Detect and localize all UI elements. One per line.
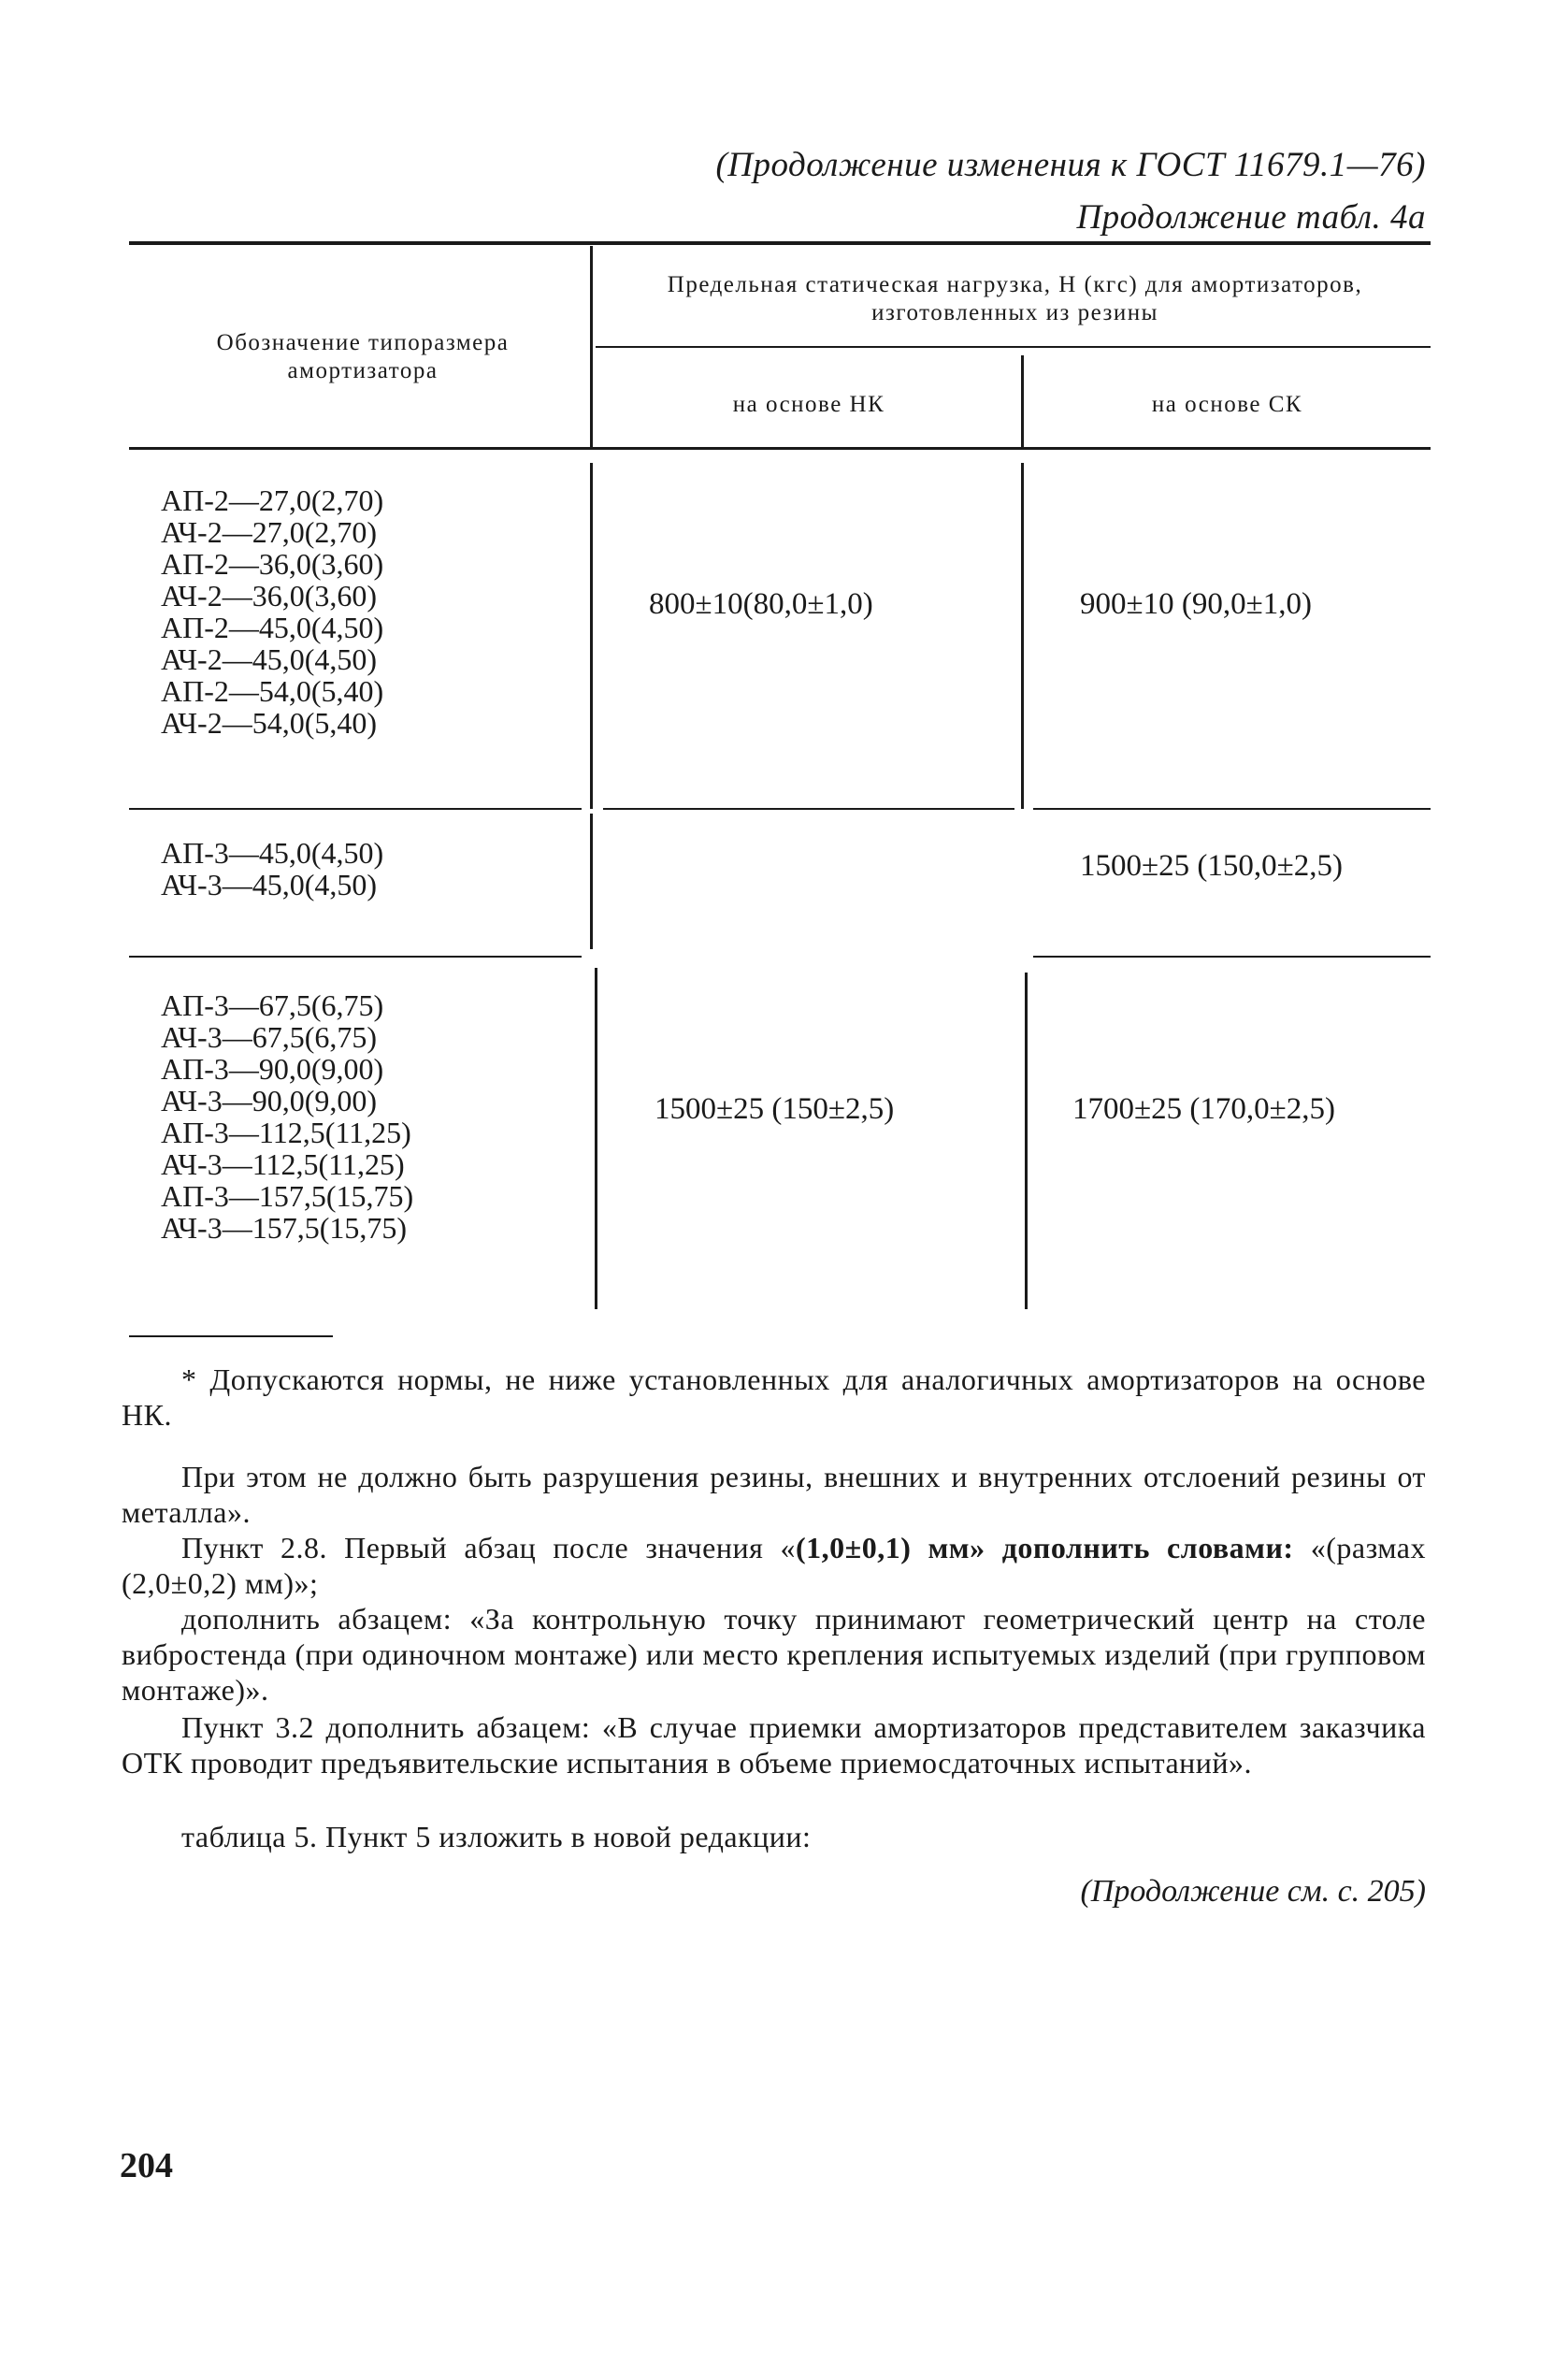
- page-number: 204: [120, 2146, 173, 2185]
- paragraph-text: «(размах (2,0±0,2) мм)»;: [122, 1531, 1427, 1600]
- continuation-title: (Продолжение изменения к ГОСТ 11679.1—76): [715, 146, 1426, 184]
- body-divider-1: [590, 814, 593, 949]
- group-rule: [1033, 956, 1431, 958]
- code-cell: АЧ-3—67,5(6,75): [161, 1020, 378, 1054]
- continued-note: (Продолжение см. с. 205): [1080, 1874, 1426, 1909]
- code-cell: АП-3—157,5(15,75): [161, 1179, 414, 1213]
- col-header-nk: на основе НК: [732, 392, 885, 417]
- code-cell: АП-2—27,0(2,70): [161, 483, 384, 517]
- table-top-rule: [129, 241, 1431, 245]
- body-divider-2: [1021, 463, 1024, 809]
- load-sk-cell: 900±10 (90,0±1,0): [1080, 587, 1312, 621]
- paragraph-text: Пункт 2.8. Первый абзац после значения «: [181, 1531, 796, 1564]
- paragraph-emphasis: (1,0±0,1) мм» дополнить словами:: [795, 1531, 1294, 1564]
- table-row-group: [161, 989, 413, 1244]
- load-nk-cell: 1500±25 (150±2,5): [655, 1092, 895, 1126]
- group-rule: [129, 956, 582, 958]
- code-cell: АП-2—54,0(5,40): [161, 674, 384, 708]
- paragraph: При этом не должно быть разрушения резины, внешних и внутренних отслоений резины от металла».: [122, 1460, 1426, 1529]
- code-cell: АЧ-2—45,0(4,50): [161, 642, 378, 676]
- group-header-load: Предельная статическая нагрузка, Н (кгс) для амортизаторов, изготовленных из резины: [667, 272, 1363, 325]
- table-row-group: [161, 484, 383, 739]
- paragraph: дополнить абзацем: «За контрольную точку принимают геометрический центр на столе вибростенда (при одиночном монтаже) или место крепления испытуемых изделий (при групповом монтаже)».: [122, 1602, 1426, 1707]
- code-cell: АЧ-3—90,0(9,00): [161, 1084, 378, 1117]
- subheader-rule: [596, 346, 1431, 348]
- footnote: * Допускаются нормы, не ниже установленных для аналогичных амортизаторов на основе НК.: [122, 1362, 1426, 1432]
- footnote-rule: [129, 1335, 333, 1337]
- code-cell: АП-3—112,5(11,25): [161, 1116, 411, 1149]
- group-rule: [129, 808, 582, 810]
- code-cell: АП-3—67,5(6,75): [161, 988, 384, 1022]
- code-cell: АП-2—36,0(3,60): [161, 547, 384, 581]
- code-cell: АП-3—45,0(4,50): [161, 836, 384, 870]
- load-nk-cell: 800±10(80,0±1,0): [649, 587, 873, 621]
- paragraph: [122, 1530, 1426, 1601]
- body-divider-1: [595, 968, 597, 1309]
- code-cell: АЧ-3—112,5(11,25): [161, 1147, 405, 1181]
- table-continuation-label: Продолжение табл. 4а: [1076, 198, 1426, 237]
- load-sk-cell: 1500±25 (150,0±2,5): [1080, 849, 1343, 883]
- code-cell: АП-2—45,0(4,50): [161, 611, 384, 644]
- paragraph: Пункт 3.2 дополнить абзацем: «В случае приемки амортизаторов представителем заказчика ОТК проводит предъявительские испытания в объеме приемосдаточных испытаний».: [122, 1710, 1426, 1780]
- header-col-divider: [590, 246, 593, 447]
- code-cell: АЧ-2—36,0(3,60): [161, 579, 378, 613]
- col-header-sk: на основе СК: [1151, 392, 1303, 417]
- code-cell: АП-3—90,0(9,00): [161, 1052, 384, 1086]
- code-cell: АЧ-2—54,0(5,40): [161, 706, 378, 740]
- code-cell: АЧ-3—45,0(4,50): [161, 868, 378, 901]
- group-rule: [603, 808, 1014, 810]
- group-rule: [1033, 808, 1431, 810]
- body-divider-2: [1025, 973, 1028, 1309]
- code-cell: АЧ-2—27,0(2,70): [161, 515, 378, 549]
- paragraph: таблица 5. Пункт 5 изложить в новой редакции:: [181, 1820, 812, 1853]
- table-row-group: [161, 837, 383, 901]
- code-cell: АЧ-3—157,5(15,75): [161, 1211, 408, 1245]
- body-divider-1: [590, 463, 593, 809]
- header-bottom-rule: [129, 447, 1431, 450]
- load-sk-cell: 1700±25 (170,0±2,5): [1072, 1092, 1335, 1126]
- col-header-designation: Обозначение типоразмера амортизатора: [216, 330, 510, 383]
